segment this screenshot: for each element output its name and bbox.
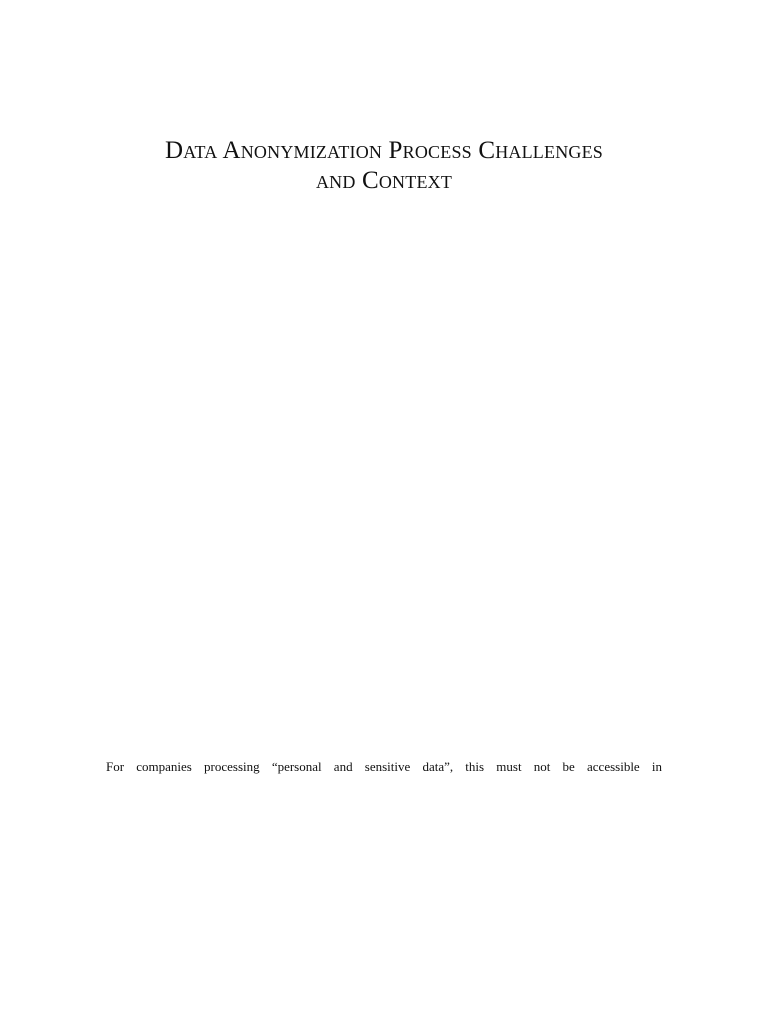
title-line-1: Data Anonymization Process Challenges [164,137,603,164]
title-line-2: and Context [315,167,453,194]
document-title [0,136,768,196]
body-paragraph-line: For companies processing “personal and sensitive data”, this must not be accessible in [106,759,662,774]
